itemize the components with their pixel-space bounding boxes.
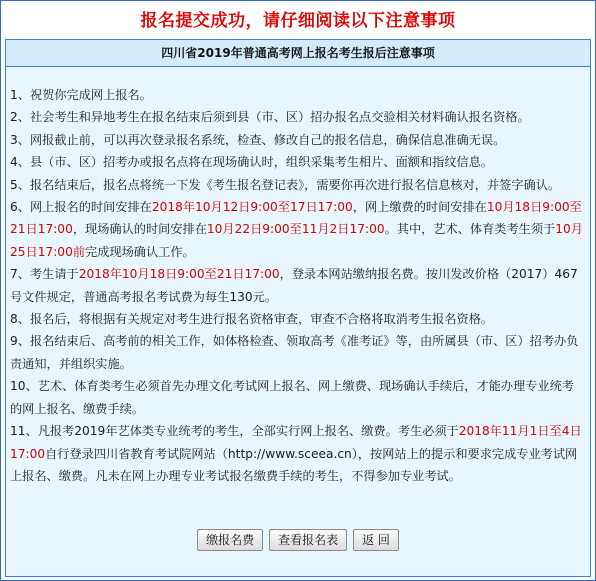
notice-text: 4、县（市、区）招考办或报名点将在现场确认时，组织采集考生相片、面额和指纹信息。	[10, 155, 494, 170]
notice-date-highlight: 2018年10月12日9:00至17日17:00	[151, 200, 353, 215]
notice-item	[10, 129, 586, 151]
pay-fee-button[interactable]: 缴报名费	[197, 529, 263, 551]
notice-text: 7、考生请于	[10, 267, 79, 282]
notice-item	[10, 151, 586, 173]
notice-text: 6、网上报名的时间安排在	[10, 200, 152, 215]
panel-header: 四川省2019年普通高考网上报名考生报后注意事项	[6, 40, 590, 67]
notice-item	[10, 308, 586, 330]
notice-text: ，登录本网站缴纳报名费。按川发改价格（2017）467号文件规定，普通高考报名考试费为每生130元。	[10, 267, 578, 304]
notice-text: ，网上缴费的时间安排在	[352, 200, 487, 215]
notice-text: 完成现场确认工作。	[85, 244, 195, 259]
notice-text: 。其中，艺术、体育类考生须于	[384, 222, 556, 237]
notice-text: 3、网报截止前，可以再次登录报名系统，检查、修改自己的报名信息，确保信息准确无误。	[10, 132, 506, 147]
notice-date-highlight: 10月25日17:00前	[10, 222, 583, 259]
notice-text: 5、报名结束后，报名点将统一下发《考生报名登记表》，需要你再次进行报名信息核对，并签字确认。	[10, 177, 561, 192]
notice-item	[10, 196, 586, 263]
notice-text: ，现场确认的时间安排在	[72, 222, 207, 237]
back-button[interactable]: 返 回	[353, 529, 399, 551]
notice-date-highlight: 2018年11月1日至4日17:00	[10, 424, 582, 461]
success-title: 报名提交成功，请仔细阅读以下注意事项	[140, 11, 456, 31]
notice-date-highlight: 10月18日9:00至21日17:00	[10, 200, 582, 237]
notice-text: 9、报名结束后、高考前的相关工作，如体格检查、领取高考《准考证》等，由所属县（市、区）招考办负责通知，并组织实施。	[10, 334, 579, 371]
notice-item	[10, 375, 586, 420]
notice-item	[10, 106, 586, 128]
notice-item	[10, 174, 586, 196]
notice-text: 11、凡报考2019年艺体类专业统考的考生，全部实行网上报名、缴费。考生必须于	[10, 424, 459, 439]
notice-text: 2、社会考生和异地考生在报名结束后须到县（市、区）招办报名点交验相关材料确认报名资格。	[10, 110, 530, 125]
notice-item	[10, 84, 586, 106]
notice-text: 10、艺术、体育类考生必须首先办理文化考试网上报名、网上缴费、现场确认手续后，才能办理专业统考的网上报名、缴费手续。	[10, 379, 574, 416]
notice-text: 8、报名后，将根据有关规定对考生进行报名资格审查，审查不合格将取消考生报名资格。	[10, 312, 494, 327]
notice-date-highlight: 2018年10月18日9:00至21日17:00	[78, 267, 280, 282]
notice-item	[10, 330, 586, 375]
notice-date-highlight: 10月22日9:00至11月2日17:00	[206, 222, 385, 237]
button-bar	[6, 529, 590, 551]
notice-item	[10, 420, 586, 487]
notice-text: 自行登录四川省教育考试院网站（http://www.sceea.cn），按网站上的提示和要求完成专业考试网上报名、缴费。凡未在网上办理专业考试报名缴费手续的考生，不得参加专业考试。	[10, 446, 578, 483]
notice-text: 1、祝贺你完成网上报名。	[10, 88, 152, 102]
notice-item	[10, 263, 586, 308]
notice-panel	[5, 39, 591, 577]
notice-list	[10, 84, 586, 487]
view-form-button[interactable]: 查看报名表	[269, 529, 347, 551]
